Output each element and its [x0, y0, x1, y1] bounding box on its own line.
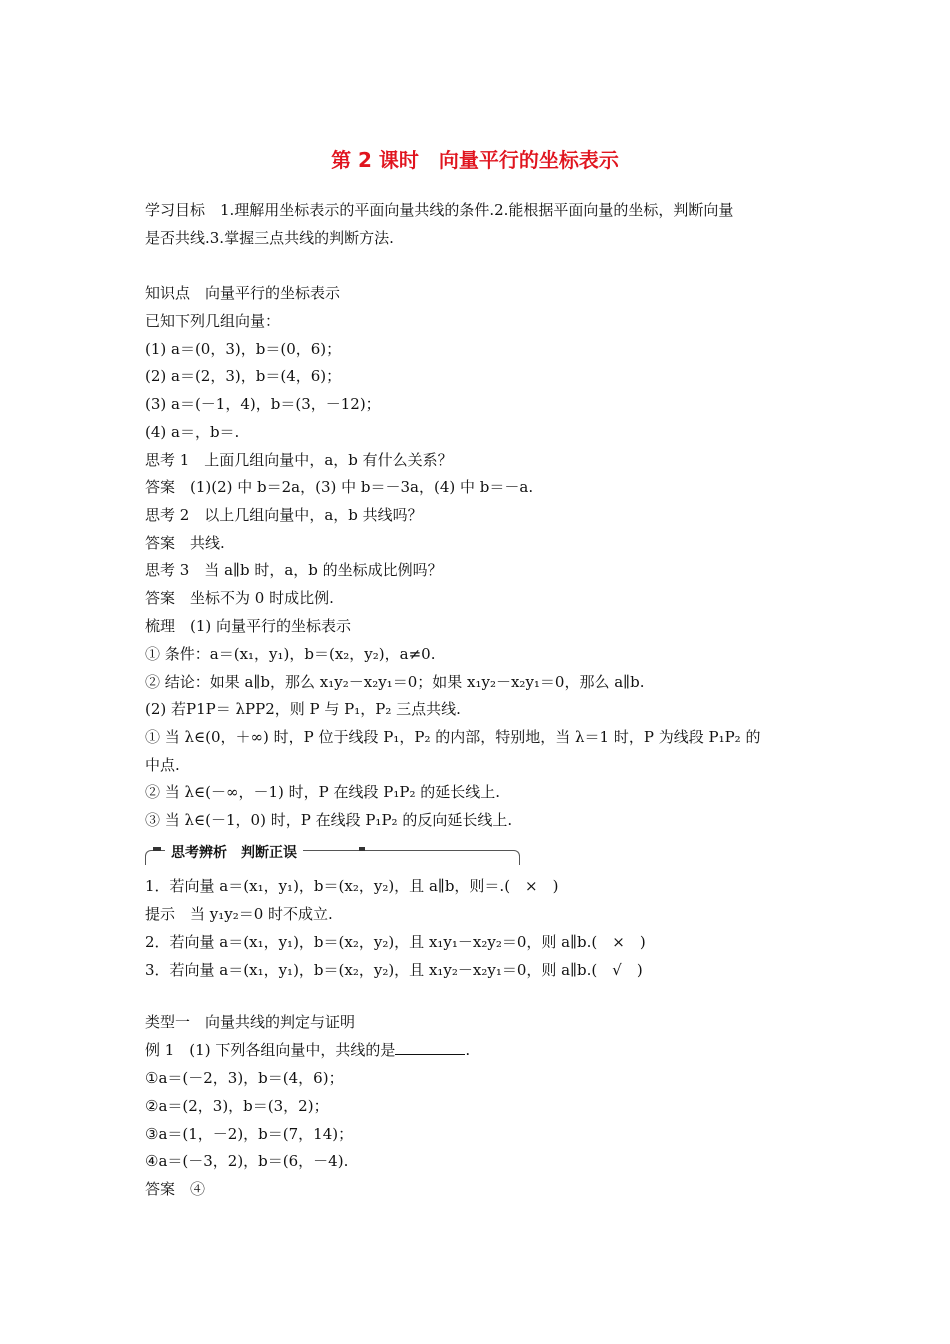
section-bar-marker [153, 847, 161, 851]
type-heading: 类型一 向量共线的判定与证明 [145, 1013, 356, 1031]
text-line: ① 当 λ∈(0，＋∞) 时，P 位于线段 P₁，P₂ 的内部，特别地，当 λ＝1 时，P 为线段 P₁P₂ 的 [145, 728, 761, 746]
learning-goal-line-1: 学习目标 1.理解用坐标表示的平面向量共线的条件.2.能根据平面向量的坐标，判断向量 [145, 201, 734, 219]
option-1: ①a＝(－2，3)，b＝(4，6)； [145, 1069, 344, 1087]
text-line: 中点. [145, 756, 180, 774]
option-4: ④a＝(－3，2)，b＝(6，－4). [145, 1152, 349, 1170]
example-1: 例 1 (1) 下列各组向量中，共线的是 . [145, 1041, 471, 1059]
option-2: ②a＝(2，3)，b＝(3，2)； [145, 1097, 329, 1115]
learning-goal-line-2: 是否共线.3.掌握三点共线的判断方法. [145, 229, 394, 247]
knowledge-point-heading: 知识点 向量平行的坐标表示 [145, 284, 341, 302]
section-bar-marker [359, 847, 365, 851]
summary-heading: 梳理 (1) 向量平行的坐标表示 [145, 617, 352, 635]
text-line: ③ 当 λ∈(－1，0) 时，P 在线段 P₁P₂ 的反向延长线上. [145, 811, 513, 829]
page-title: 第 2 课时 向量平行的坐标表示 [331, 148, 619, 172]
answer-blank [395, 1040, 465, 1055]
question-2: 思考 2 以上几组向量中，a，b 共线吗？ [145, 506, 423, 524]
text-line: (4) a＝，b＝. [145, 423, 240, 441]
text-line: 已知下列几组向量： [145, 312, 281, 330]
text-line: (3) a＝(－1，4)，b＝(3，－12)； [145, 395, 381, 413]
judgement-item-1: 1．若向量 a＝(x₁，y₁)，b＝(x₂，y₂)，且 a∥b，则＝.( × ) [145, 877, 559, 895]
section-bar-label: 思考辨析 判断正误 [165, 842, 303, 862]
answer-2: 答案 共线. [145, 534, 225, 552]
question-3: 思考 3 当 a∥b 时，a，b 的坐标成比例吗？ [145, 561, 443, 579]
judgement-item-3: 3．若向量 a＝(x₁，y₁)，b＝(x₂，y₂)，且 x₁y₂－x₂y₁＝0，则 a∥b.( √ ) [145, 961, 643, 979]
section-bar [145, 842, 520, 866]
text-line: (2) a＝(2，3)，b＝(4，6)； [145, 367, 342, 385]
text-line: ② 结论：如果 a∥b，那么 x₁y₂－x₂y₁＝0；如果 x₁y₂－x₂y₁＝0，那么 a∥b. [145, 673, 645, 691]
text-line: (1) a＝(0，3)，b＝(0，6)； [145, 340, 342, 358]
answer-1: 答案 (1)(2) 中 b＝2a，(3) 中 b＝－3a，(4) 中 b＝－a. [145, 478, 534, 496]
text-line: ① 条件：a＝(x₁，y₁)，b＝(x₂，y₂)，a≠0. [145, 645, 436, 663]
judgement-item-2: 2．若向量 a＝(x₁，y₁)，b＝(x₂，y₂)，且 x₁y₁－x₂y₂＝0，则 a∥b.( × ) [145, 933, 646, 951]
question-1: 思考 1 上面几组向量中，a，b 有什么关系？ [145, 451, 453, 469]
text-line: ② 当 λ∈(－∞，－1) 时，P 在线段 P₁P₂ 的延长线上. [145, 783, 501, 801]
answer-3: 答案 坐标不为 0 时成比例. [145, 589, 334, 607]
option-3: ③a＝(1，－2)，b＝(7，14)； [145, 1125, 354, 1143]
text-line: (2) 若P1P＝ λPP2，则 P 与 P₁，P₂ 三点共线. [145, 700, 461, 718]
hint: 提示 当 y₁y₂＝0 时不成立. [145, 905, 333, 923]
example-1-text: 例 1 (1) 下列各组向量中，共线的是 [145, 1041, 396, 1059]
example-answer: 答案 ④ [145, 1180, 206, 1198]
